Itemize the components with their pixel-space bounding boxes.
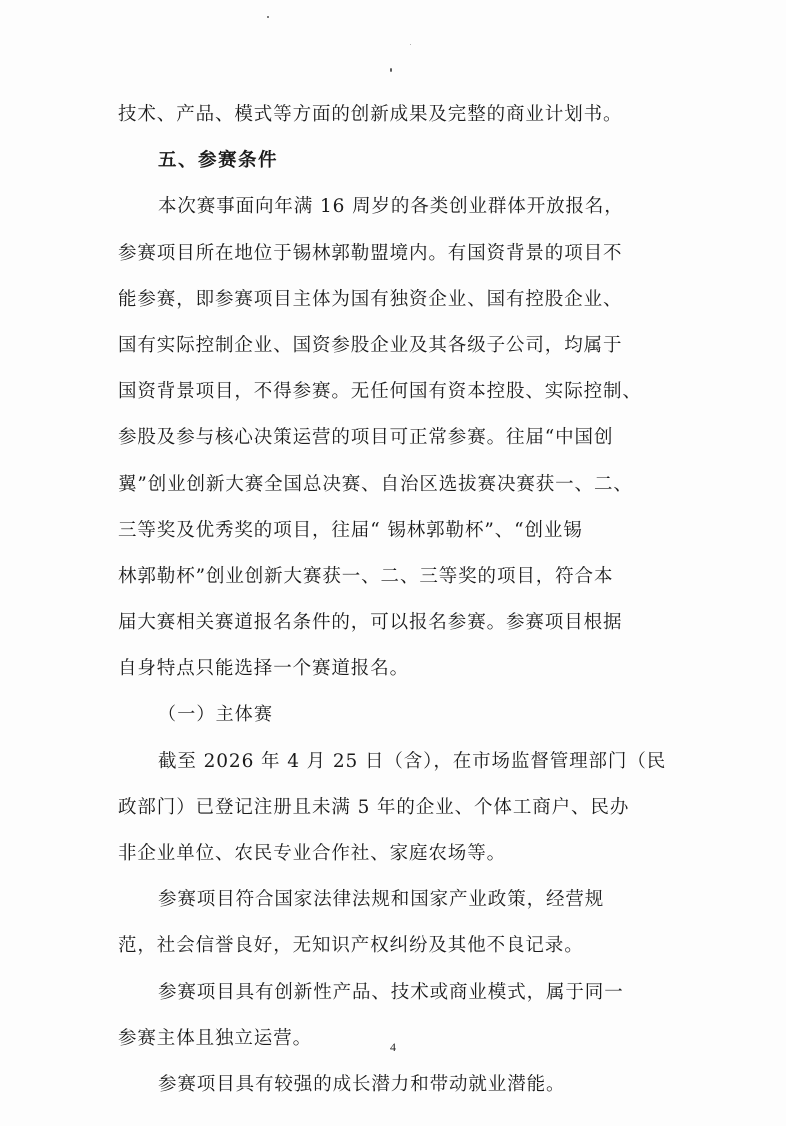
page-number: 4 (390, 1040, 396, 1054)
paragraph-line: 届大赛相关赛道报名条件的，可以报名参赛。参赛项目根据 (118, 612, 623, 634)
paragraph-line: 截至 2026 年 4 月 25 日（含），在市场监督管理部门（民 (158, 750, 667, 772)
paragraph-line: 国资背景项目，不得参赛。无任何国有资本控股、实际控制、 (118, 381, 642, 403)
paragraph-line: 参赛项目具有较强的成长潜力和带动就业潜能。 (158, 1073, 566, 1095)
paragraph-line: 自身特点只能选择一个赛道报名。 (118, 658, 410, 680)
document-body (118, 92, 668, 1108)
scan-speck (390, 68, 392, 72)
paragraph-line: 技术、产品、模式等方面的创新成果及完整的商业计划书。 (118, 104, 623, 125)
paragraph-line: 本次赛事面向年满 16 周岁的各类创业群体开放报名， (158, 196, 624, 218)
paragraph-line: 非企业单位、农民专业合作社、家庭农场等。 (118, 843, 507, 864)
paragraph-line: 能参赛，即参赛项目主体为国有独资企业、国有控股企业、 (118, 288, 623, 310)
paragraph-line: 参赛项目所在地位于锡林郭勒盟境内。有国资背景的项目不 (118, 242, 623, 264)
paragraph-line: 范，社会信誉良好，无知识产权纠纷及其他不良记录。 (118, 935, 584, 957)
paragraph-line: 参赛主体且独立运营。 (118, 1027, 313, 1049)
paragraph-line: 政部门）已登记注册且未满 5 年的企业、个体工商户、民办 (118, 796, 630, 818)
paragraph-line: 参股及参与核心决策运营的项目可正常参赛。往届“中国创 (118, 427, 614, 449)
scan-speck (410, 44, 411, 45)
paragraph-line: 翼”创业创新大赛全国总决赛、自治区选拔赛决赛获一、二、 (118, 473, 633, 495)
scan-speck (267, 16, 269, 18)
paragraph-line: 参赛项目具有创新性产品、技术或商业模式，属于同一 (158, 981, 624, 1003)
paragraph-line: 参赛项目符合国家法律法规和国家产业政策，经营规 (158, 889, 605, 911)
subsection-heading: （一）主体赛 (158, 704, 274, 726)
section-heading: 五、参赛条件 (158, 150, 279, 172)
paragraph-line: 国有实际控制企业、国资参股企业及其各级子公司，均属于 (118, 334, 623, 356)
paragraph-line: 林郭勒杯”创业创新大赛获一、二、三等奖的项目，符合本 (118, 565, 614, 587)
paragraph-line: 三等奖及优秀奖的项目，往届“ 锡林郭勒杯”、“创业锡 (118, 519, 583, 541)
